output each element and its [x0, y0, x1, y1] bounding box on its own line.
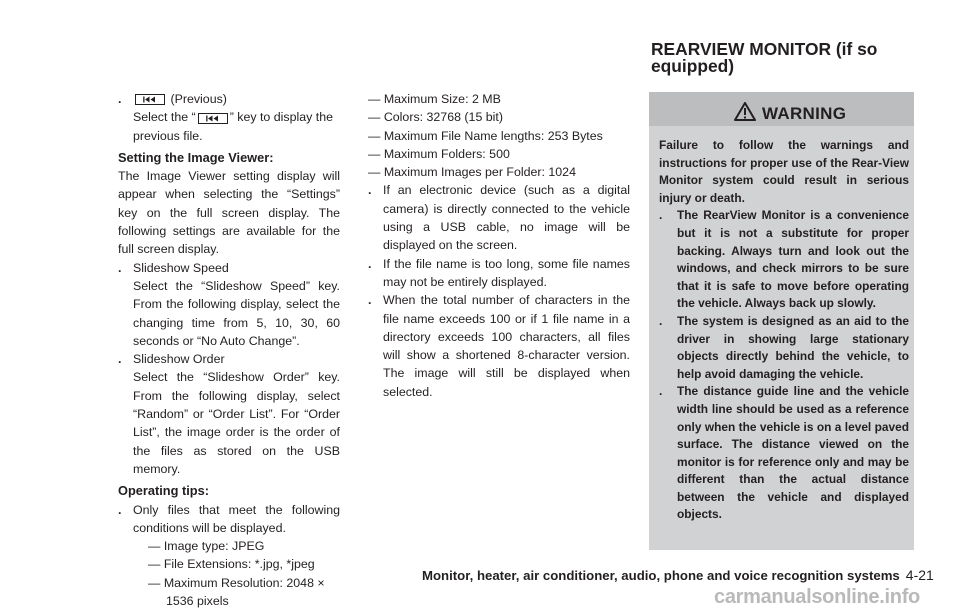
condition-item: — Maximum Folders: 500 [368, 146, 510, 161]
column-1 [118, 0, 340, 610]
section-title: REARVIEW MONITOR (if so equipped) [651, 39, 878, 76]
column-2 [368, 0, 630, 401]
previous-desc-end: ” key to display the previous file. [133, 110, 333, 143]
slideshow-order-desc: Select the “Slideshow Order” key. From the following display, select “Random” or “Order List”. For “Order List”, the image order is the order of the files as stored on the USB memory. [133, 370, 340, 476]
previous-key-item [118, 90, 340, 108]
tip-1-text: Only files that meet the following conditions will be displayed. [133, 502, 340, 535]
condition-item: — Maximum Images per Folder: 1024 [368, 165, 576, 180]
condition-item: — Image type: JPEG [148, 539, 265, 554]
tip-3-text: If the file name is too long, some file names may not be entirely displayed. [383, 256, 630, 289]
warning-item: . The RearView Monitor is a convenience but it is not a substitute for proper backing. Always turn and look out the windows, and check mirrors to be sure that it is safe to move before operating the vehicle. Always back up slowly. [659, 208, 909, 311]
condition-item: — Colors: 32768 (15 bit) [368, 110, 503, 125]
warning-item-text: The distance guide line and the vehicle width line should be used as a reference only when the vehicle is on a level paved surface. The distance viewed on the monitor is for reference only and may be different than the actual distance between the vehicle and displayed objects. [677, 384, 909, 522]
condition-item: — File Extensions: *.jpg, *jpeg [148, 557, 315, 572]
tip-2-text: If an electronic device (such as a digital camera) is directly connected to the vehicle using a USB cable, no image will be displayed on the screen. [383, 183, 630, 253]
condition-item: — Maximum File Name lengths: 253 Bytes [368, 128, 603, 143]
previous-desc-start: Select the “ [133, 110, 196, 125]
warning-intro: Failure to follow the warnings and instructions for proper use of the Rear-View Monitor system could result in serious injury or death. [659, 138, 909, 205]
watermark: carmanualsonline.info [714, 586, 920, 608]
condition-item: — Maximum Size: 2 MB [368, 92, 501, 106]
previous-description [118, 108, 340, 145]
tip-item-1: . Only files that meet the following conditions will be displayed. [118, 502, 340, 535]
warning-item: . The distance guide line and the vehicle width line should be used as a reference only when the vehicle is on a level paved surface. The distance viewed on the monitor is for reference only and may be different than the actual distance between the vehicle and displayed objects. [659, 384, 909, 522]
previous-key-icon [135, 94, 165, 105]
footer-chapter-title: Monitor, heater, air conditioner, audio, phone and voice recognition systems [422, 568, 900, 583]
previous-key-icon-inline [198, 113, 228, 124]
slideshow-speed-desc: Select the “Slideshow Speed” key. From the following display, select the changing time from 5, 10, 30, 60 seconds or “No Auto Change”. [133, 278, 340, 348]
tip-item-3: . If the file name is too long, some file names may not be entirely displayed. [368, 256, 630, 289]
warning-item-text: The system is designed as an aid to the driver in showing large stationary objects directly behind the vehicle, to help avoid damaging the vehicle. [677, 313, 909, 381]
warning-triangle-icon [734, 102, 756, 121]
previous-label: (Previous) [170, 92, 227, 106]
warning-item-text: The RearView Monitor is a convenience but it is not a substitute for proper backing. Always turn and look out the windows, and check mirrors to be sure that it is safe to move before operating the vehicle. Always back up slowly. [677, 208, 909, 311]
heading-setting-image-viewer: Setting the Image Viewer: [118, 149, 274, 165]
page-number: 4-21 [905, 567, 934, 583]
warning-item: . The system is designed as an aid to the driver in showing large stationary objects directly behind the vehicle, to help avoid damaging the vehicle. [659, 313, 909, 381]
slideshow-speed-item: . Slideshow Speed [118, 260, 229, 275]
tip-4-text: When the total number of characters in the file name exceeds 100 or if 1 file name in a directory exceeds 100 characters, all files will show a shortened 8-character version. The image will still be displayed when selected. [383, 293, 630, 399]
tip-item-2: . If an electronic device (such as a digital camera) is directly connected to the vehicle using a USB cable, no image will be displayed on the screen. [368, 183, 630, 253]
settings-intro: The Image Viewer setting display will appear when selecting the “Settings” key on the full screen display. The following settings are available for the full screen display. [118, 169, 340, 257]
warning-header [649, 92, 914, 126]
conditions-list-2 [368, 90, 630, 181]
heading-operating-tips: Operating tips: [118, 483, 210, 499]
bullet: . [118, 92, 122, 106]
page-footer [422, 567, 934, 584]
tip-item-4: . When the total number of characters in the file name exceeds 100 or if 1 file name in a directory exceeds 100 characters, all files will show a shortened 8-character version. The image will still be displayed when selected. [368, 293, 630, 399]
conditions-list-1 [118, 537, 340, 610]
warning-box [649, 92, 914, 550]
slideshow-order-item: . Slideshow Order [118, 352, 225, 367]
warning-label: WARNING [762, 104, 847, 123]
warning-body [659, 137, 909, 524]
slideshow-order-title: Slideshow Order [133, 352, 225, 367]
condition-item: — Maximum Resolution: 2048 × 1536 pixels [148, 575, 325, 609]
slideshow-speed-title: Slideshow Speed [133, 260, 229, 275]
